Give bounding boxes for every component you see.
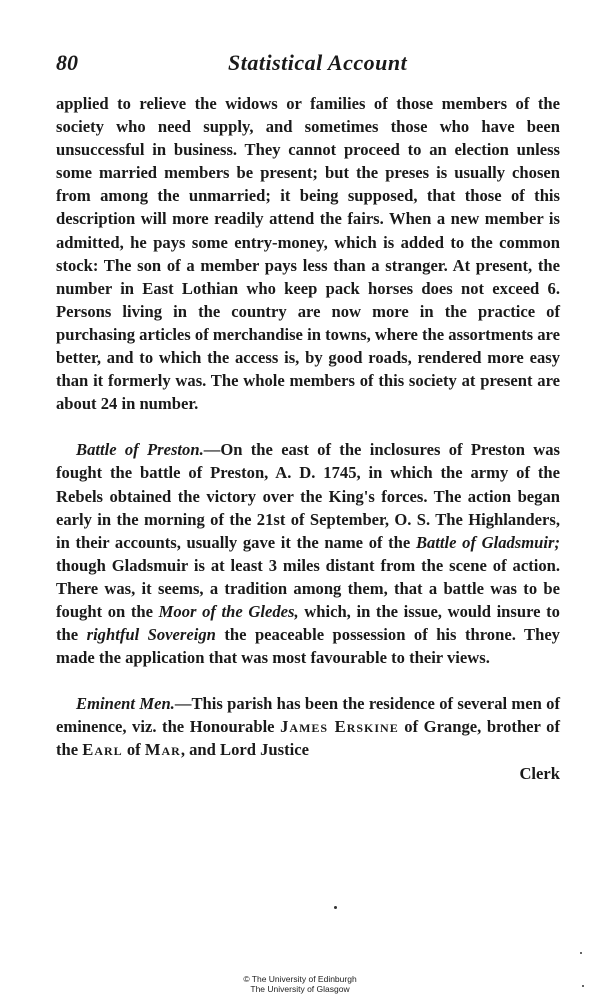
paragraph-battle-of-preston <box>56 438 560 669</box>
paragraph-text: —On the east of the inclosures of Preston was fought the battle of Preston, A. D. 1745, in which the army of the Rebels obtained the victory over the King's forces. The action began early in the morning of the 21st of September, O. S. The Highlanders, in their accounts, usually gave it the name of the <box>56 440 560 552</box>
paragraph-text: the peaceable possession of his throne. They made the application that was most favourable to their views. <box>56 625 560 668</box>
running-head: Statistical Account <box>228 50 408 75</box>
footer-line: The University of Glasgow <box>250 984 350 994</box>
section-heading-eminent: Eminent Men. <box>76 694 175 714</box>
paragraph-text: of Grange, brother of the <box>56 717 560 760</box>
paragraph-text: of <box>122 740 145 760</box>
section-heading-battle: Battle of Preston. <box>76 440 204 460</box>
ink-speck <box>580 952 582 954</box>
small-caps-name: James Erskine <box>280 717 399 737</box>
footer-line: © The University of Edinburgh <box>243 974 357 984</box>
paragraph-eminent-men <box>56 692 560 784</box>
paragraph-text: though Gladsmuir is at least 3 miles distant from the scene of action. There was, it seems, a tradition among them, that a battle was to be fought on the <box>56 555 560 621</box>
copyright-footer <box>0 974 600 994</box>
page-number: 80 <box>56 50 78 75</box>
italic-phrase: Battle of Gladsmuir; <box>415 532 560 552</box>
paragraph-text: applied to relieve the widows or families of those members of the society who need supply, and sometimes those who have been unsuccessful in business. They cannot proceed to an election unless some married members be present; but the preses is usually chosen from among the unmarried; it being supposed, that those of this description will more readily attend the fairs. When a new member is admitted, he pays some entry-money, which is added to the common stock: The son of a member pays less than a stranger. At present, the number in East Lothian who keep pack horses does not exceed 6. Persons living in the country are now more in the practice of purchasing articles of merchandise in towns, where the assortments are better, and to which the access is, by good roads, rendered more easy than it formerly was. The whole members of this society at present are about 24 in number. <box>56 94 560 414</box>
italic-phrase: rightful Sovereign <box>86 625 216 645</box>
small-caps-name: Mar <box>144 740 181 760</box>
ink-speck <box>334 906 337 909</box>
page-header <box>56 50 564 80</box>
catchword: Clerk <box>519 763 560 783</box>
italic-phrase: Moor of the Gledes, <box>158 601 299 621</box>
body-text <box>56 92 560 785</box>
paragraph-societies <box>56 92 560 415</box>
paragraph-text: , and Lord Justice <box>180 740 309 760</box>
paragraph-text: which, in the issue, would insure to the <box>56 601 560 645</box>
paragraph-text: —This parish has been the residence of several men of eminence, viz. the Honourable <box>56 694 560 737</box>
small-caps-name: Earl <box>82 740 123 760</box>
